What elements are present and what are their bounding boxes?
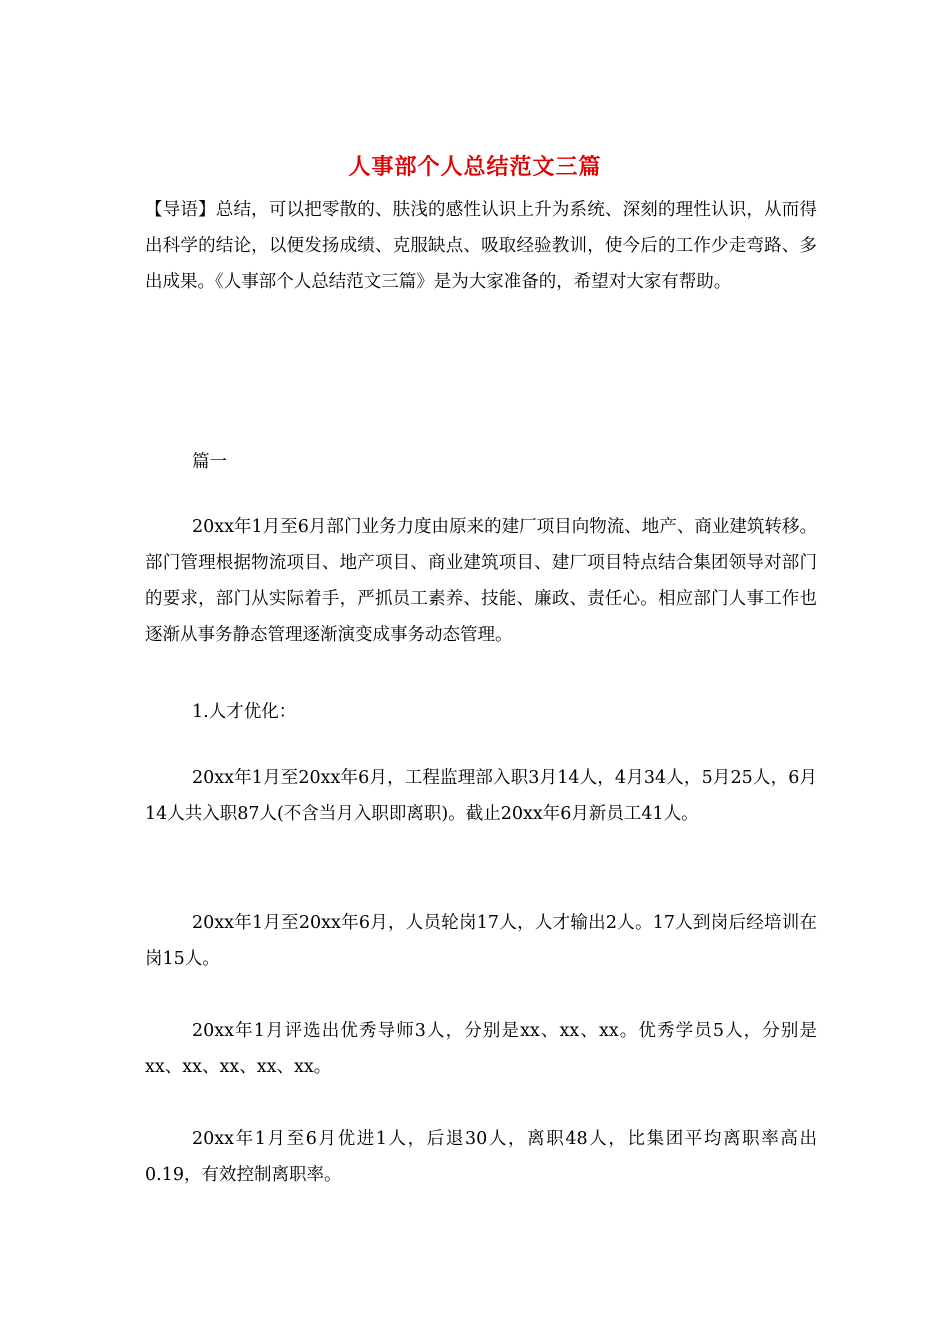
subheading-talent-optimization: 1.人才优化： [192, 702, 297, 722]
body-paragraph: 20xx年1月至20xx年6月，工程监理部入职3月14人，4月34人，5月25人，6月14人共入职87人(不含当月入职即离职)。截止20xx年6月新员工41人。 [145, 768, 817, 824]
body-paragraph: 20xx年1月评选出优秀导师3人，分别是xx、xx、xx。优秀学员5人，分别是xx、xx、xx、xx、xx。 [145, 1021, 817, 1077]
body-paragraph: 20xx年1月至20xx年6月，人员轮岗17人，人才输出2人。17人到岗后经培训在岗15人。 [145, 913, 817, 969]
body-paragraph: 20xx年1月至6月部门业务力度由原来的建厂项目向物流、地产、商业建筑转移。部门管理根据物流项目、地产项目、商业建筑项目、建厂项目特点结合集团领导对部门的要求，部门从实际着手，严抓员工素养、技能、廉政、责任心。相应部门人事工作也逐渐从事务静态管理逐渐演变成事务动态管理。 [145, 517, 817, 645]
section-heading: 篇一 [192, 452, 227, 472]
body-paragraph: 20xx年1月至6月优进1人，后退30人，离职48人，比集团平均离职率高出0.19，有效控制离职率。 [145, 1129, 817, 1185]
intro-paragraph: 【导语】总结，可以把零散的、肤浅的感性认识上升为系统、深刻的理性认识，从而得出科学的结论，以便发扬成绩、克服缺点、吸取经验教训，使今后的工作少走弯路、多出成果。《人事部个人总结范文三篇》是为大家准备的，希望对大家有帮助。 [145, 200, 817, 292]
document-title: 人事部个人总结范文三篇 [348, 154, 602, 180]
